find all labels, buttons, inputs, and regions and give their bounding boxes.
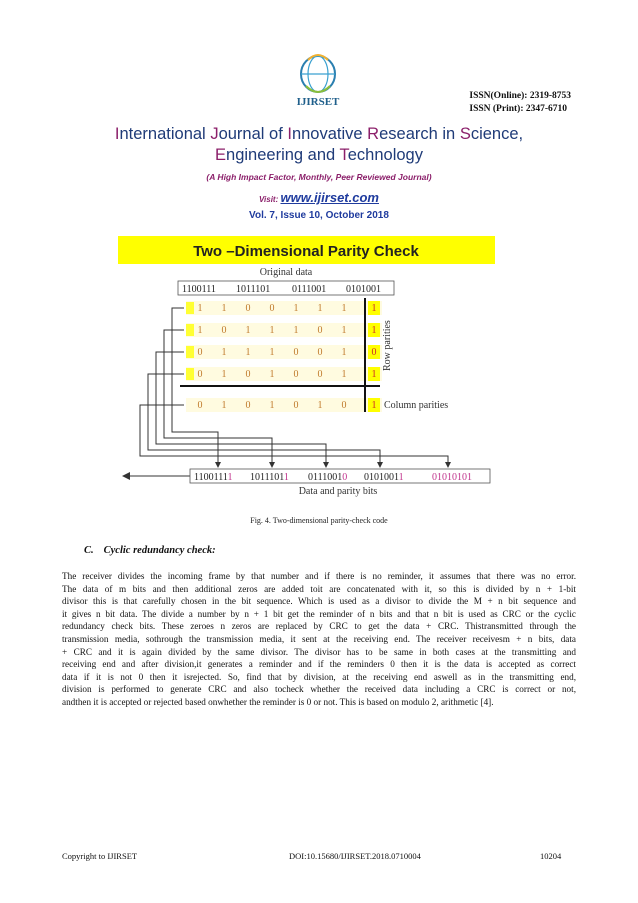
data-bit: 0 bbox=[269, 303, 275, 314]
data-bit: 1 bbox=[341, 347, 347, 358]
column-parity-bit: 0 bbox=[293, 400, 299, 411]
output-parity-bit: 0 bbox=[342, 472, 348, 483]
original-data-word: 0111001 bbox=[292, 284, 327, 295]
title-rest: ngineering and bbox=[226, 146, 340, 164]
body-line: The receiver divides the incoming frame by that number and if there is no reminder, it assumes that there was no error. bbox=[62, 571, 576, 581]
data-bit: 0 bbox=[197, 369, 203, 380]
title-cap: I bbox=[287, 125, 292, 143]
body-line: receiving end and after division,it generates a reminder and if the reminders 0 then it is the data is accepted as correct bbox=[62, 659, 576, 670]
data-bit: 1 bbox=[293, 325, 299, 336]
data-bit: 1 bbox=[221, 369, 227, 380]
data-bit: 0 bbox=[293, 369, 299, 380]
row-marker bbox=[186, 302, 194, 314]
data-bit: 0 bbox=[293, 347, 299, 358]
row-parity-bit: 1 bbox=[371, 303, 377, 314]
data-bit: 1 bbox=[341, 369, 347, 380]
row-marker bbox=[186, 368, 194, 380]
visit-label: Visit: bbox=[259, 195, 281, 204]
body-text bbox=[62, 570, 576, 709]
original-data-word: 1100111 bbox=[182, 284, 216, 295]
data-bit: 0 bbox=[221, 325, 227, 336]
journal-title-line2 bbox=[0, 146, 638, 165]
issn-print: ISSN (Print): 2347-6710 bbox=[469, 104, 568, 114]
data-row-band bbox=[186, 323, 382, 337]
body-line: it gives n bit data. The divide a number by n + 1 bit get the reminder of n bits and that n bit is used as CRC or the cyclic bbox=[62, 608, 576, 619]
output-data-bits: 1011101 bbox=[250, 472, 284, 483]
row-parity-bit: 1 bbox=[371, 325, 377, 336]
title-rest: ournal of bbox=[218, 125, 288, 143]
data-bit: 1 bbox=[269, 369, 275, 380]
data-bit: 1 bbox=[197, 325, 203, 336]
data-bit: 1 bbox=[341, 303, 347, 314]
column-parity-parity-bit: 1 bbox=[371, 400, 377, 411]
data-bit: 1 bbox=[221, 303, 227, 314]
output-parity-bit: 1 bbox=[283, 472, 289, 483]
body-line: transmission media, sothrough the transmission media, it sent at the receiving end. The receiver receivesm + n bits, data bbox=[62, 633, 576, 644]
row-marker bbox=[186, 324, 194, 336]
data-bit: 1 bbox=[293, 303, 299, 314]
row-parities-label: Row parities bbox=[382, 320, 393, 371]
original-data-word: 0101001 bbox=[346, 284, 381, 295]
title-rest: cience, bbox=[470, 125, 524, 143]
data-bit: 1 bbox=[245, 347, 251, 358]
data-bit: 0 bbox=[245, 303, 251, 314]
body-line: divisor this is that carefully chosen in the bit sequence. Which is used as a divisor to divide the M + n bit sequence and bbox=[62, 596, 576, 607]
row-marker bbox=[186, 346, 194, 358]
data-bit: 0 bbox=[317, 369, 323, 380]
data-bit: 1 bbox=[341, 325, 347, 336]
journal-url-link[interactable]: www.ijirset.com bbox=[280, 190, 379, 205]
title-cap: T bbox=[339, 146, 348, 164]
title-rest: esearch in bbox=[379, 125, 460, 143]
figure-title: Two –Dimensional Parity Check bbox=[193, 243, 419, 260]
figure-caption: Fig. 4. Two-dimensional parity-check code bbox=[250, 516, 388, 525]
title-cap: I bbox=[114, 125, 120, 143]
column-parity-bit: 1 bbox=[221, 400, 227, 411]
section-title: Cyclic redundancy check: bbox=[103, 545, 216, 556]
data-bit: 0 bbox=[317, 325, 323, 336]
output-word bbox=[250, 472, 289, 483]
data-bit: 0 bbox=[197, 347, 203, 358]
output-word bbox=[308, 472, 347, 483]
body-line: The data of m bits and then additional zeros are added toit are concatenated with it, so this is divided by n + 1-bit bbox=[62, 583, 576, 594]
column-parity-bit: 0 bbox=[341, 400, 347, 411]
body-line: data if it is not 0 then it isrejected. So, find that by division, at the receiving end aswell as in the transmitting end, bbox=[62, 671, 576, 682]
data-bit: 1 bbox=[269, 347, 275, 358]
output-data-bits: 1100111 bbox=[194, 472, 228, 483]
footer-copyright: Copyright to IJIRSET bbox=[62, 851, 138, 861]
data-parity-label: Data and parity bits bbox=[298, 486, 378, 497]
footer-page-number: 10204 bbox=[540, 851, 562, 861]
issn-block bbox=[469, 90, 571, 116]
output-column-parity-word: 01010101 bbox=[432, 472, 472, 483]
title-cap: E bbox=[215, 146, 227, 164]
data-row-band bbox=[186, 345, 382, 359]
data-bit: 1 bbox=[317, 303, 323, 314]
output-word bbox=[194, 472, 233, 483]
data-bit: 0 bbox=[317, 347, 323, 358]
impact-line: (A High Impact Factor, Monthly, Peer Reviewed Journal) bbox=[206, 172, 432, 182]
title-rest: nnovative bbox=[291, 125, 368, 143]
title-rest: echnology bbox=[347, 146, 423, 164]
parity-figure bbox=[118, 236, 495, 499]
data-row-band bbox=[186, 301, 382, 315]
visit-line bbox=[0, 190, 638, 205]
data-bit: 1 bbox=[245, 325, 251, 336]
title-cap: J bbox=[210, 125, 219, 143]
body-line: redundancy check bits. These zeroes n zeros are replaced by CRC to get the data + CRC. Thistransmitted through the bbox=[62, 621, 576, 632]
body-line: andthen it is accepted or rejected based onwhether the reminder is 0 or not. This is based on modulo 2, arithmetic [4]. bbox=[62, 696, 494, 707]
logo-text: IJIRSET bbox=[296, 96, 340, 108]
volume-line: Vol. 7, Issue 10, October 2018 bbox=[249, 210, 389, 221]
data-bit: 1 bbox=[221, 347, 227, 358]
original-data-word: 1011101 bbox=[236, 284, 271, 295]
row-parity-bit: 1 bbox=[371, 369, 377, 380]
row-parity-bit: 0 bbox=[371, 347, 377, 358]
title-cap: S bbox=[459, 125, 471, 143]
output-data-bits: 0101001 bbox=[364, 472, 399, 483]
original-data-label: Original data bbox=[259, 267, 313, 278]
column-parity-bit: 1 bbox=[317, 400, 323, 411]
column-parities-label: Column parities bbox=[384, 400, 449, 411]
journal-title-line1 bbox=[0, 125, 638, 144]
issn-online: ISSN(Online): 2319-8753 bbox=[469, 91, 571, 101]
data-bit: 1 bbox=[269, 325, 275, 336]
column-parity-bit: 1 bbox=[269, 400, 275, 411]
section-heading bbox=[84, 545, 216, 556]
journal-logo bbox=[286, 52, 350, 108]
output-parity-bit: 1 bbox=[398, 472, 404, 483]
output-data-bits: 0111001 bbox=[308, 472, 343, 483]
output-word bbox=[364, 472, 404, 483]
output-parity-bit: 1 bbox=[227, 472, 233, 483]
footer-doi: DOI:10.15680/IJIRSET.2018.0710004 bbox=[289, 851, 421, 861]
title-cap: R bbox=[367, 125, 380, 143]
section-number: C. bbox=[84, 545, 94, 556]
column-parity-bit: 0 bbox=[197, 400, 203, 411]
data-bit: 0 bbox=[245, 369, 251, 380]
column-parity-bit: 0 bbox=[245, 400, 251, 411]
body-line: division is performed to generate CRC and also tocheck whether the received data including a CRC is correct or not, bbox=[62, 684, 576, 695]
data-bit: 1 bbox=[197, 303, 203, 314]
body-line: + CRC and it is again divided by the same divisor. The divisor has to be same in both cases at the transmitting and bbox=[62, 646, 576, 657]
column-parity-band bbox=[186, 398, 382, 412]
title-rest: nternational bbox=[119, 125, 211, 143]
data-row-band bbox=[186, 367, 382, 381]
